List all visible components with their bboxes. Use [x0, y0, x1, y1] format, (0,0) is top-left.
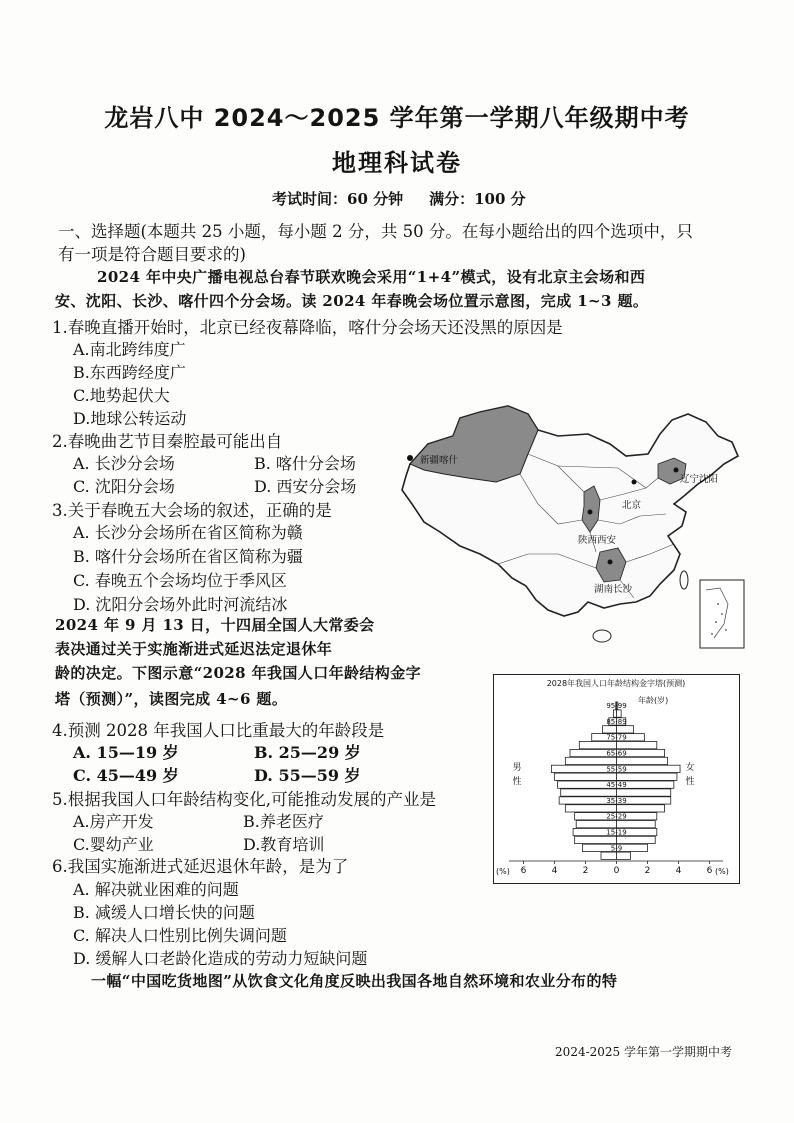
question-3-option-b: B. 喀什分会场所在省区简称为疆 [73, 547, 303, 566]
age-label-45-49: 45-49 [606, 781, 627, 790]
page-title: 龙岩八中 2024～2025 学年第一学期八年级期中考 [104, 104, 690, 132]
male-label-2: 性 [512, 777, 522, 787]
bar-male-40-44 [561, 789, 617, 796]
intro2-line3: 龄的决定。下图示意“2028 年我国人口年龄结构金字 [55, 664, 422, 682]
question-2-option-b: B. 喀什分会场 [254, 454, 356, 473]
female-label-1: 女 [685, 763, 695, 773]
age-label-15-19: 15-19 [606, 828, 627, 837]
china-map [388, 404, 750, 654]
label-shaanxi-xian: 陕西西安 [578, 535, 617, 546]
question-2-option-d: D. 西安分会场 [254, 477, 357, 496]
question-4-option-c: C. 45—49 岁 [73, 766, 179, 785]
question-5-stem: 5.根据我国人口年龄结构变化,可能推动发展的产业是 [52, 790, 436, 809]
intro-paragraph-line2: 安、沈阳、长沙、喀什四个分会场。读 2024 年春晚会场位置示意图，完成 1~3 题。 [55, 292, 649, 310]
question-5-option-c: C.婴幼产业 [73, 835, 154, 854]
question-5-option-b: B.养老医疗 [243, 812, 324, 831]
bar-male-80-84 [603, 726, 617, 733]
question-1-option-a: A.南北跨纬度广 [73, 340, 186, 359]
x-tick-label-6: 6 [706, 866, 713, 876]
question-3-stem: 3.关于春晚五大会场的叙述，正确的是 [52, 501, 332, 520]
female-label-2: 性 [685, 777, 695, 787]
question-5-option-d: D.教育培训 [243, 835, 325, 854]
bar-male-30-34 [565, 805, 616, 812]
x-tick-label-4: 2 [644, 866, 651, 876]
hainan-island [593, 630, 611, 642]
page-subtitle: 地理科试卷 [332, 149, 462, 177]
bar-female-0-4 [617, 852, 631, 859]
age-label-55-59: 55-59 [606, 765, 627, 774]
question-1-option-d: D.地球公转运动 [73, 409, 187, 428]
question-4-option-d: D. 55—59 岁 [254, 766, 361, 785]
x-unit-right: (%) [715, 867, 729, 876]
bar-female-20-24 [617, 821, 656, 828]
bar-female-30-34 [617, 805, 665, 812]
intro2-line1: 2024 年 9 月 13 日，十四届全国人大常委会 [55, 616, 375, 634]
marker-shenyang [674, 468, 679, 473]
bar-male-0-4 [601, 852, 617, 859]
age-label-65-69: 65-69 [606, 749, 627, 758]
bar-male-90-94 [613, 710, 616, 717]
intro2-line2: 表决通过关于实施渐进式延迟法定退休年 [55, 640, 333, 658]
full-score: 满分：100 分 [429, 190, 526, 208]
question-1-stem: 1.春晚直播开始时，北京已经夜幕降临，喀什分会场天还没黑的原因是 [52, 318, 563, 337]
question-2-option-a: A. 长沙分会场 [73, 454, 175, 473]
intro-paragraph-line1: 2024 年中央广播电视总台春节联欢晚会采用“1+4”模式，设有北京主会场和西 [97, 268, 646, 286]
age-axis-label: 年龄(岁) [638, 696, 669, 705]
marker-xian [588, 510, 593, 515]
question-1-option-c: C.地势起伏大 [73, 386, 170, 405]
question-5-option-a: A.房产开发 [73, 812, 154, 831]
bar-male-20-24 [576, 821, 616, 828]
question-6-option-b: B. 减缓人口增长快的问题 [73, 903, 255, 922]
question-3-option-d: D. 沈阳分会场外此时河流结冰 [73, 595, 288, 614]
question-3-option-c: C. 春晚五个会场均位于季风区 [73, 571, 287, 590]
label-hunan-changsha: 湖南长沙 [594, 584, 633, 595]
bar-female-40-44 [617, 789, 671, 796]
intro3-line1: 一幅“中国吃货地图”从饮食文化角度反映出我国各地自然环境和农业分布的特 [91, 972, 618, 990]
question-1-option-b: B.东西跨经度广 [73, 363, 186, 382]
exam-time: 考试时间：60 分钟 [272, 190, 404, 208]
bar-female-70-74 [617, 742, 657, 749]
bar-male-10-14 [575, 836, 617, 843]
question-4-option-b: B. 25—29 岁 [254, 743, 361, 762]
bar-female-50-54 [617, 773, 677, 780]
bar-female-10-14 [617, 836, 656, 843]
bar-male-50-54 [555, 773, 617, 780]
age-label-85-89: 85-89 [606, 717, 627, 726]
x-tick-label-5: 4 [675, 866, 682, 876]
age-label-35-39: 35-39 [606, 796, 627, 805]
chart-title: 2028年我国人口年龄结构金字塔(预测) [546, 679, 686, 688]
population-pyramid-chart [493, 674, 740, 884]
age-label-25-29: 25-29 [606, 812, 627, 821]
question-6-option-c: C. 解决人口性别比例失调问题 [73, 926, 287, 945]
male-label-1: 男 [512, 763, 522, 773]
marker-beijing [632, 480, 637, 485]
bar-male-60-64 [565, 757, 616, 764]
question-4-option-a: A. 15—19 岁 [73, 743, 179, 762]
intro2-line4: 塔（预测）”，读图完成 4~6 题。 [55, 690, 288, 708]
bar-female-90-94 [617, 710, 622, 717]
bar-female-60-64 [617, 757, 668, 764]
question-3-option-a: A. 长沙分会场所在省区简称为赣 [73, 523, 303, 542]
x-tick-label-2: 2 [582, 866, 589, 876]
label-beijing: 北京 [622, 500, 642, 511]
label-xinjiang-kashgar: 新疆喀什 [420, 455, 459, 466]
section-heading-line1: 一、选择题(本题共 25 小题，每小题 2 分，共 50 分。在每小题给出的四个选项中，只 [58, 222, 693, 241]
x-tick-label-3: 0 [613, 866, 620, 876]
question-6-option-d: D. 缓解人口老龄化造成的劳动力短缺问题 [73, 949, 368, 968]
marker-kashgar [407, 455, 413, 461]
marker-changsha [608, 560, 613, 565]
x-tick-label-1: 4 [551, 866, 558, 876]
bar-female-80-84 [617, 726, 634, 733]
section-heading-line2: 有一项是符合题目要求的) [58, 245, 246, 264]
question-2-stem: 2.春晚曲艺节目秦腔最可能出自 [52, 432, 283, 451]
exam-info [272, 188, 526, 209]
x-unit-left: (%) [496, 867, 510, 876]
age-label-5-9: 5-9 [610, 844, 623, 853]
taiwan-island [680, 571, 688, 589]
question-4-stem: 4.预测 2028 年我国人口比重最大的年龄段是 [52, 721, 385, 740]
question-6-option-a: A. 解决就业困难的问题 [73, 880, 239, 899]
age-label-95-99: 95-99 [606, 702, 627, 711]
bar-male-70-74 [579, 742, 616, 749]
label-liaoning-shenyang: 辽宁沈阳 [680, 474, 719, 485]
x-tick-label-0: 6 [520, 866, 527, 876]
age-label-75-79: 75-79 [606, 733, 627, 742]
xinjiang-region [410, 406, 538, 482]
question-2-option-c: C. 沈阳分会场 [73, 477, 175, 496]
question-6-stem: 6.我国实施渐进式延迟退休年龄，是为了 [52, 857, 349, 876]
page-footer: 2024-2025 学年第一学期期中考 [555, 1045, 732, 1059]
